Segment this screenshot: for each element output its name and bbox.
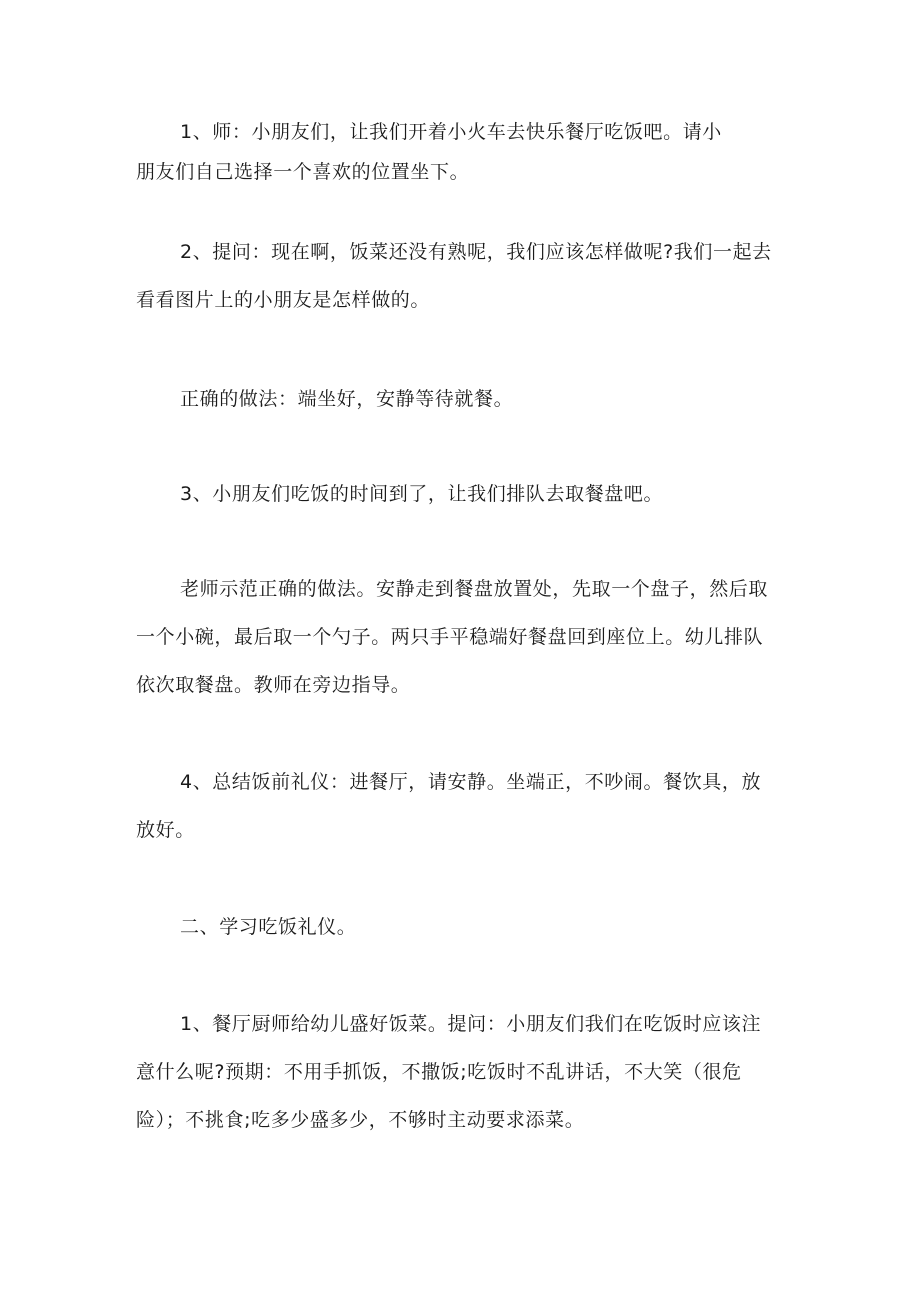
text-line: 正确的做法：端坐好，安静等待就餐。 <box>180 388 514 410</box>
text-line: 4、总结饭前礼仪：进餐厅，请安静。坐端正，不吵闹。餐饮具，放 <box>180 771 762 793</box>
paragraph-teacher-demo <box>136 565 786 709</box>
text-line: 一个小碗，最后取一个勺子。两只手平稳端好餐盘回到座位上。幼儿排队 <box>136 626 764 648</box>
text-line: 意什么呢?预期：不用手抓饭，不撒饭;吃饭时不乱讲话，不大笑（很危 <box>136 1061 742 1083</box>
paragraph-pre-meal-etiquette <box>136 758 786 854</box>
text-line: 朋友们自己选择一个喜欢的位置坐下。 <box>136 161 470 183</box>
paragraph-chef-serving <box>136 1000 786 1144</box>
section-heading-dining-etiquette <box>136 903 786 951</box>
paragraph-line-up-trays <box>136 470 786 518</box>
text-line: 依次取餐盘。教师在旁边指导。 <box>136 674 411 696</box>
text-line: 险）；不挑食;吃多少盛多少，不够时主动要求添菜。 <box>136 1109 585 1131</box>
paragraph-question-waiting <box>136 228 786 324</box>
text-line: 放好。 <box>136 819 195 841</box>
paragraph-train-restaurant <box>136 112 786 192</box>
text-line: 老师示范正确的做法。安静走到餐盘放置处，先取一个盘子，然后取 <box>180 578 769 600</box>
text-line: 3、小朋友们吃饭的时间到了，让我们排队去取餐盘吧。 <box>180 483 664 505</box>
text-line: 2、提问：现在啊，饭菜还没有熟呢，我们应该怎样做呢?我们一起去 <box>180 241 772 263</box>
text-line: 1、餐厅厨师给幼儿盛好饭菜。提问：小朋友们我们在吃饭时应该注 <box>180 1013 762 1035</box>
paragraph-correct-method <box>136 375 786 423</box>
text-line: 看看图片上的小朋友是怎样做的。 <box>136 289 431 311</box>
text-line: 二、学习吃饭礼仪。 <box>180 916 357 938</box>
text-line: 1、师：小朋友们，让我们开着小火车去快乐餐厅吃饭吧。请小 <box>180 121 722 143</box>
